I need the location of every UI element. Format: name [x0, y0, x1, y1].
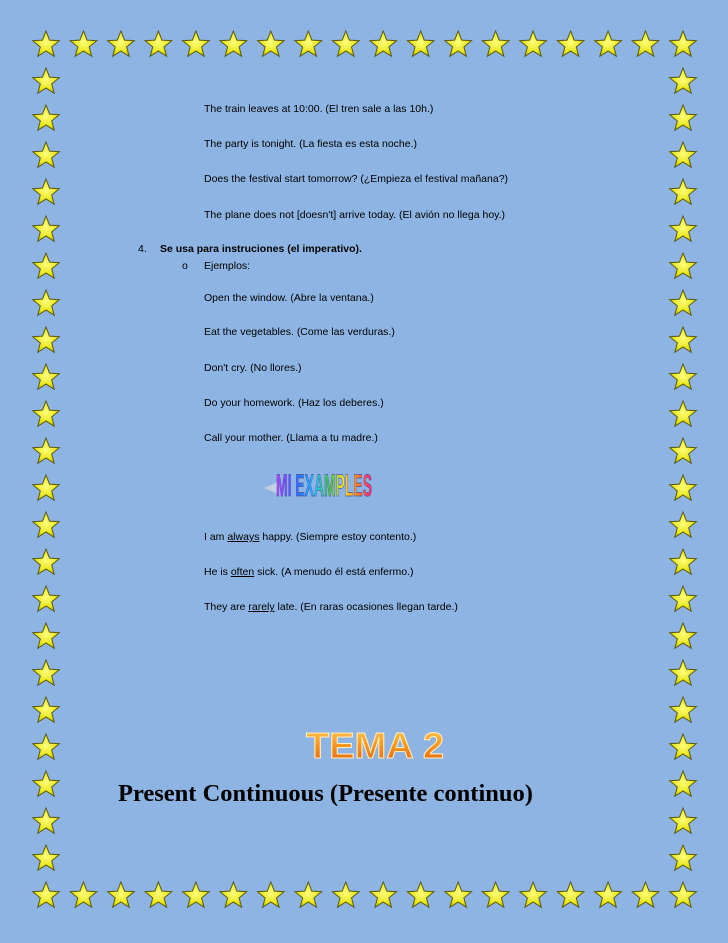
- star-icon: [670, 882, 697, 907]
- star-icon: [33, 364, 60, 389]
- wordart-tema-text: TEMA 2: [306, 725, 444, 766]
- star-icon: [670, 327, 697, 352]
- star-icon: [632, 31, 659, 56]
- example-line: The plane does not [doesn't] arrive today. (El avión no llega hoy.): [204, 209, 506, 221]
- frequency-line: I am always happy. (Siempre estoy contento.): [204, 531, 417, 543]
- star-icon: [332, 882, 359, 907]
- example-line: Open the window. (Abre la ventana.): [204, 292, 374, 304]
- rule-title: Se usa para instruciones (el imperativo).: [160, 243, 362, 255]
- list-number: 4.: [138, 243, 147, 255]
- wordart-examples: [260, 462, 380, 506]
- star-icon: [332, 31, 359, 56]
- star-icon: [183, 31, 210, 56]
- wordart-tema: [300, 722, 450, 768]
- star-icon: [482, 31, 509, 56]
- star-icon: [557, 882, 584, 907]
- star-icon: [70, 31, 97, 56]
- example-line: Do your homework. (Haz los deberes.): [204, 397, 384, 409]
- star-icon: [33, 623, 60, 648]
- star-icon: [632, 882, 659, 907]
- star-icon: [33, 808, 60, 833]
- star-icon: [670, 697, 697, 722]
- star-icon: [445, 31, 472, 56]
- star-icon: [33, 734, 60, 759]
- star-icon: [33, 549, 60, 574]
- star-icon: [220, 882, 247, 907]
- star-icon: [33, 697, 60, 722]
- star-icon: [33, 401, 60, 426]
- star-icon: [370, 31, 397, 56]
- star-icon: [33, 586, 60, 611]
- star-icon: [670, 290, 697, 315]
- star-icon: [670, 623, 697, 648]
- star-icon: [595, 31, 622, 56]
- star-icon: [520, 882, 547, 907]
- star-icon: [33, 660, 60, 685]
- star-icon: [258, 31, 285, 56]
- star-icon: [595, 882, 622, 907]
- star-icon: [33, 142, 60, 167]
- example-line: Eat the vegetables. (Come las verduras.): [204, 326, 395, 338]
- star-icon: [33, 475, 60, 500]
- star-icon: [33, 31, 60, 56]
- star-icon: [670, 549, 697, 574]
- star-icon: [145, 31, 172, 56]
- star-icon: [258, 882, 285, 907]
- bullet-icon: o: [182, 260, 188, 272]
- star-icon: [407, 882, 434, 907]
- star-icon: [670, 364, 697, 389]
- example-line: Call your mother. (Llama a tu madre.): [204, 432, 378, 444]
- example-line: Does the festival start tomorrow? (¿Empieza el festival mañana?): [204, 173, 509, 185]
- star-icon: [33, 68, 60, 93]
- star-icon: [670, 512, 697, 537]
- star-icon: [670, 68, 697, 93]
- sublabel: Ejemplos:: [204, 260, 251, 272]
- example-line: The train leaves at 10:00. (El tren sale a las 10h.): [204, 103, 434, 115]
- star-icon: [670, 734, 697, 759]
- star-icon: [108, 882, 135, 907]
- example-line: Don't cry. (No llores.): [204, 362, 302, 374]
- star-icon: [670, 475, 697, 500]
- star-icon: [407, 31, 434, 56]
- star-icon: [33, 327, 60, 352]
- star-icon: [33, 216, 60, 241]
- star-icon: [108, 31, 135, 56]
- star-icon: [670, 438, 697, 463]
- adverb: often: [230, 566, 255, 578]
- star-icon: [33, 290, 60, 315]
- star-icon: [145, 882, 172, 907]
- star-icon: [33, 882, 60, 907]
- adverb: always: [227, 531, 260, 543]
- star-icon: [183, 882, 210, 907]
- star-icon: [670, 179, 697, 204]
- star-icon: [445, 882, 472, 907]
- star-icon: [33, 105, 60, 130]
- star-icon: [670, 808, 697, 833]
- star-icon: [33, 179, 60, 204]
- star-icon: [670, 401, 697, 426]
- star-icon: [482, 882, 509, 907]
- star-icon: [295, 882, 322, 907]
- star-icon: [670, 216, 697, 241]
- star-icon: [33, 253, 60, 278]
- star-icon: [670, 586, 697, 611]
- star-icon: [295, 31, 322, 56]
- star-icon: [670, 142, 697, 167]
- star-icon: [370, 882, 397, 907]
- example-line: The party is tonight. (La fiesta es esta noche.): [204, 138, 418, 150]
- star-icon: [670, 253, 697, 278]
- star-icon: [670, 771, 697, 796]
- wordart-examples-text: MI EXAMPLES: [276, 467, 372, 503]
- star-icon: [33, 845, 60, 870]
- star-icon: [557, 31, 584, 56]
- star-icon: [670, 105, 697, 130]
- adverb: rarely: [248, 601, 275, 613]
- star-icon: [33, 438, 60, 463]
- star-icon: [670, 31, 697, 56]
- star-icon: [220, 31, 247, 56]
- star-icon: [670, 660, 697, 685]
- frequency-line: They are rarely late. (En raras ocasiones llegan tarde.): [204, 601, 458, 613]
- star-icon: [33, 771, 60, 796]
- star-icon: [520, 31, 547, 56]
- frequency-line: He is often sick. (A menudo él está enfermo.): [204, 566, 414, 578]
- section-heading: Present Continuous (Presente continuo): [118, 780, 533, 807]
- star-icon: [670, 845, 697, 870]
- star-icon: [70, 882, 97, 907]
- star-icon: [33, 512, 60, 537]
